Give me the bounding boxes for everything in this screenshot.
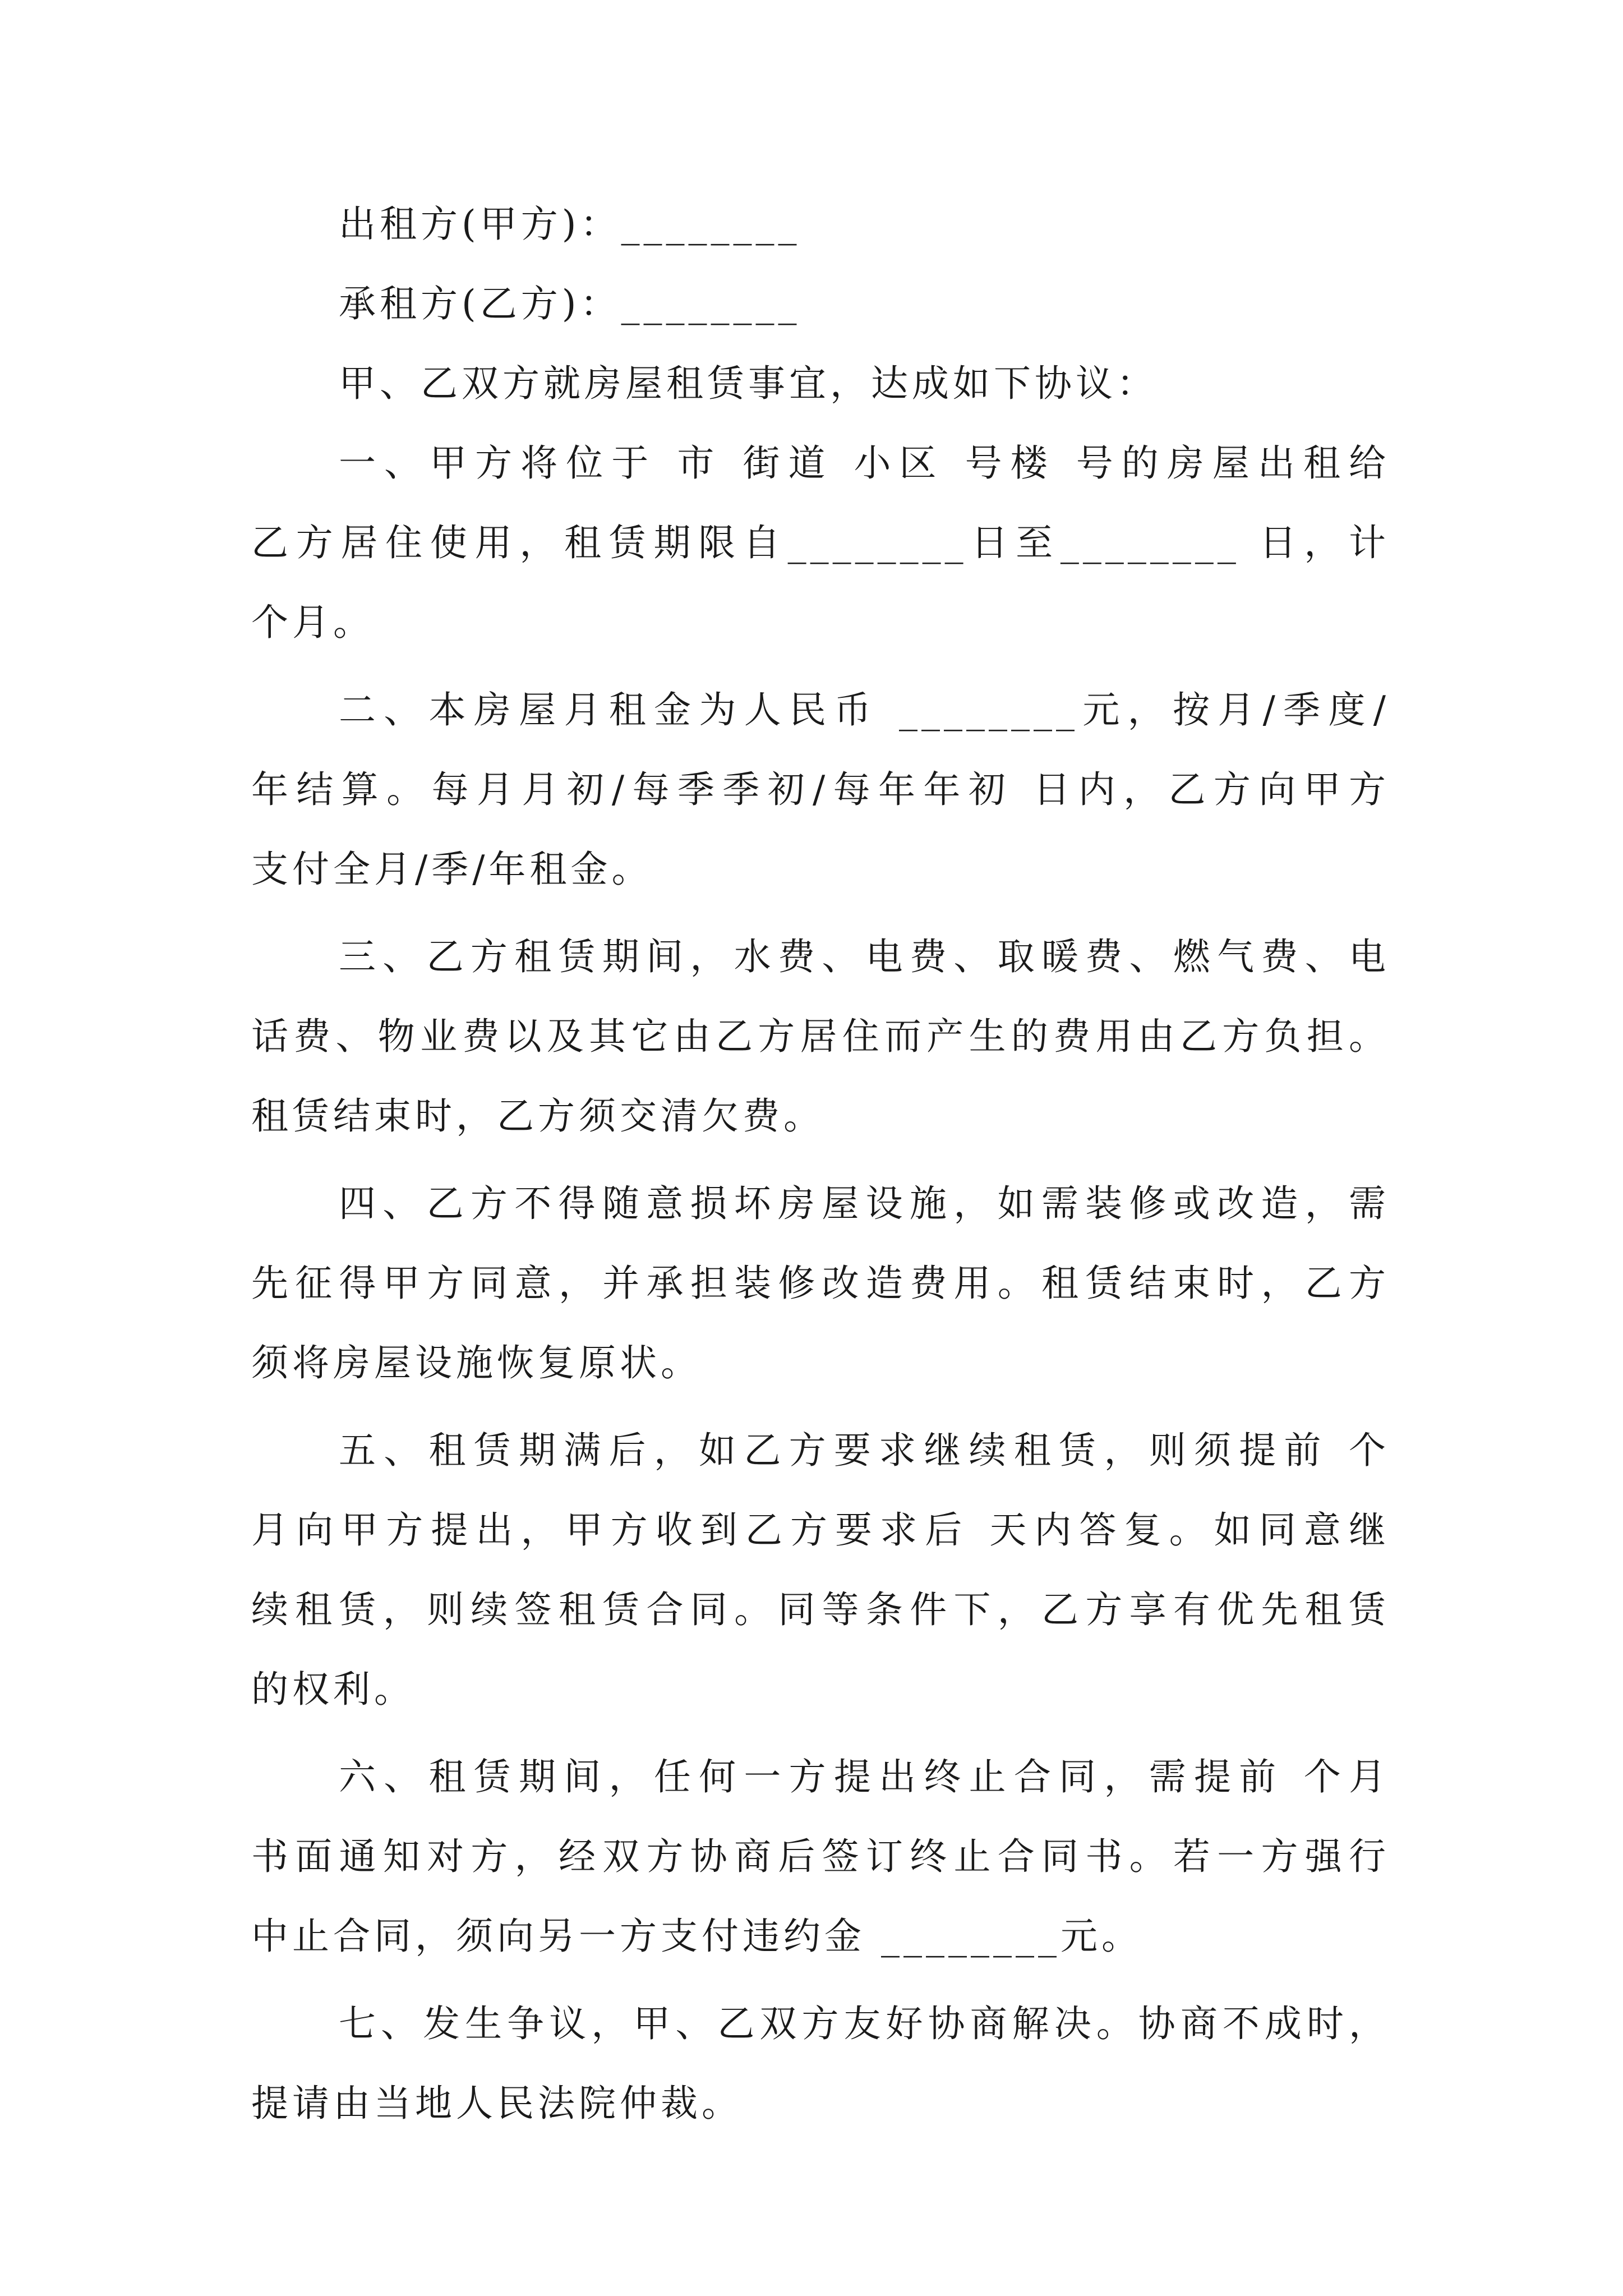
clause-2-line-1: 二、本房屋月租金为人民币 ________元，按月/季度/: [339, 688, 1390, 731]
clause-7-line-1: 七、发生争议，甲、乙双方友好协商解决。协商不成时，: [339, 2002, 1390, 2045]
clause-6-line-3: 中止合同，须向另一方支付违约金 ________元。: [251, 1915, 1142, 1958]
lessee-line: 承租方(乙方)：________: [339, 282, 801, 325]
clause-7-line-2: 提请由当地人民法院仲裁。: [251, 2082, 743, 2125]
agreement-intro: 甲、乙双方就房屋租赁事宜，达成如下协议：: [339, 362, 1158, 405]
clause-3-line-2: 话费、物业费以及其它由乙方居住而产生的费用由乙方负担。: [251, 1015, 1390, 1058]
clause-1-line-1: 一、甲方将位于 市 街道 小区 号楼 号的房屋出租给: [339, 441, 1390, 485]
clause-2-line-2: 年结算。每月月初/每季季初/每年年初 日内，乙方向甲方: [251, 768, 1390, 811]
clause-2-line-3: 支付全月/季/年租金。: [251, 848, 653, 891]
clause-5-line-4: 的权利。: [251, 1668, 415, 1711]
clause-3-line-1: 三、乙方租赁期间，水费、电费、取暖费、燃气费、电: [339, 935, 1390, 978]
clause-6-line-2: 书面通知对方，经双方协商后签订终止合同书。若一方强行: [251, 1835, 1390, 1878]
clause-6-line-1: 六、租赁期间，任何一方提出终止合同，需提前 个月: [339, 1755, 1390, 1798]
clause-5-line-1: 五、租赁期满后，如乙方要求继续租赁，则须提前 个: [339, 1429, 1390, 1472]
clause-1-line-2: 乙方居住使用，租赁期限自________日至________ 日，计: [251, 521, 1390, 564]
clause-5-line-2: 月向甲方提出，甲方收到乙方要求后 天内答复。如同意继: [251, 1508, 1390, 1552]
clause-4-line-1: 四、乙方不得随意损坏房屋设施，如需装修或改造，需: [339, 1182, 1390, 1225]
clause-1-line-3: 个月。: [251, 601, 374, 644]
clause-5-line-3: 续租赁，则续签租赁合同。同等条件下，乙方享有优先租赁: [251, 1588, 1390, 1631]
contract-body: [251, 202, 1390, 2126]
clause-4-line-3: 须将房屋设施恢复原状。: [251, 1341, 702, 1384]
clause-4-line-2: 先征得甲方同意，并承担装修改造费用。租赁结束时，乙方: [251, 1262, 1390, 1305]
clause-3-line-3: 租赁结束时，乙方须交清欠费。: [251, 1094, 824, 1138]
lessor-line: 出租方(甲方)：________: [339, 203, 801, 246]
